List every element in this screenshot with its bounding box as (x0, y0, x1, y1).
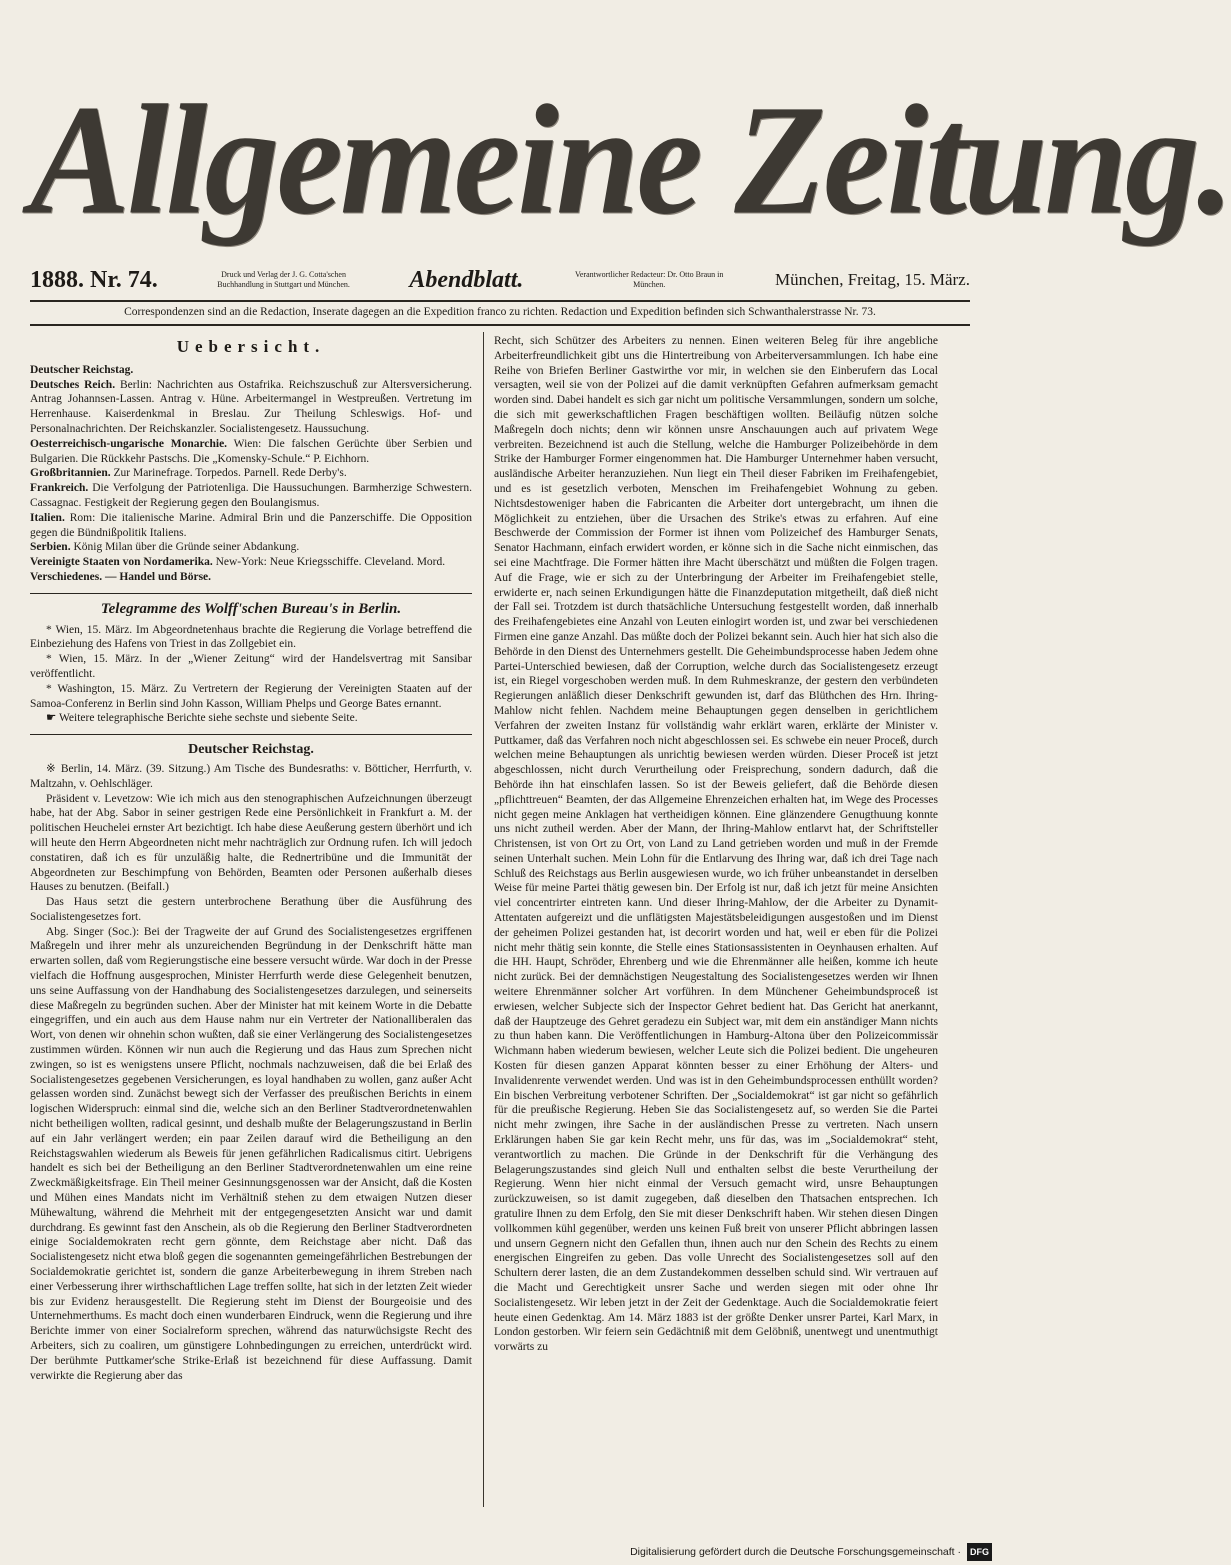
overview-item-head: Italien. (30, 511, 65, 524)
overview-heading: Uebersicht. (176, 337, 326, 356)
overview-item (30, 378, 472, 437)
dfg-logo: DFG (967, 1543, 992, 1561)
reichstag-body (30, 762, 472, 1383)
overview-item-text: Wien: Die falschen Gerüchte über Serbien und Bulgarien. Die Rückkehr Pastschs. Die „Komensky-Schule.“ P. Eichhorn. (30, 437, 473, 465)
overview-item (30, 466, 472, 481)
editor-imprint: Verantwortlicher Redacteur: Dr. Otto Braun in München. (574, 270, 724, 289)
overview-item (30, 437, 472, 467)
overview-item (30, 363, 472, 378)
telegram-item: ☛ Weitere telegraphische Berichte siehe sechste und siebente Seite. (46, 712, 358, 725)
left-column (30, 334, 472, 1494)
overview-item-text: Die Verfolgung der Patriotenliga. Die Haussuchungen. Barmherzige Schwestern. Cassagnac. Festigkeit der Regierung gegen den Boulangismus. (30, 482, 473, 509)
reichstag-paragraph: Abg. Singer (Soc.): Bei der Tragweite der auf Grund des Socialistengesetzes ergriffenen Maßregeln und ihrer mehr als unzureichenden Begründung in der Denkschrift hätte man erwarten sollen, daß vom Regierungstische eine bessere versucht würde. War doch in der Presse vielfach die Hoffnung ausgesprochen, Minister Herrfurth werde diese Gelegenheit benutzen, uns seine Auffassung von der Handhabung des Socialistengesetzes darzulegen, und seinerseits diese Maßregeln zu begründen suchen. Aber der Minister hat mit keinem Worte in die Debatte eingegriffen, und ein auch aus dem Hause nahm nur ein Vertreter der Nationalliberalen das Wort, von denen wir ohnehin schon wußten, daß sie einer Verlängerung des Socialistengesetzes zustimmen würden. Können wir nun auch die Regierung und das Haus zum Sprechen nicht zwingen, so ist es wenigstens unsere Pflicht, nochmals nachzuweisen, daß die bei Erlaß des Socialistengesetzes gegebenen Versicherungen, es loyal handhaben zu wollen, ganz außer Acht gelassen worden sind. Zunächst bewegt sich der Verfasser des preußischen Berichts in einem logischen Widerspruch: einmal sind die, welche sich an den Berliner Stadtverordnetenwahlen nicht betheiligen wollten, radical gesinnt, und deshalb mußte der Belagerungszustand in Berlin auf ein Jahr verlängert werden; ein paar Zeilen darauf wird die Betheiligung an den Reichstagswahlen wiederum als Beweis für jenen gefährlichen Radicalismus citirt. Uebrigens handelt es sich bei der Betheiligung an den Berliner Stadtverordnetenwahlen um eine reine Zweckmäßigkeitsfrage. Ein Theil meiner Gesinnungsgenossen war der Ansicht, daß die Kosten und Mühen eines Mandats nicht im Verhältniß stehen zu dem etwaigen Nutzen dieser Mühewaltung, während die Mehrheit mit der entgegengesetzten Ansicht war und damit durchdrang. Es gewinnt fast den Anschein, als ob die Regierung den Berliner Stadtverordneten einige Socialdemokraten recht gern gönnte, dem Reichstage aber nicht. Daß das Socialistengesetz nicht etwa bloß gegen die sogenannten gemeingefährlichen Bestrebungen der Socialdemokratie gerichtet ist, sondern die ganze Arbeiterbewegung in ihrem Streben nach einer Verbesserung ihrer wirthschaftlichen Lage treffen sollte, hat sich in der letzten Zeit wieder bis zur Evidenz herausgestellt. Die Regierung steht im Dienst der Bourgeoisie und des Unternehmerthums. Es macht doch einen wunderbaren Eindruck, wenn die Regierung und ihre Berichte immer von einer Socialreform sprechen, während das naturwüchsigste Recht des Arbeiters, sich zu coaliren, um günstigere Lohnbedingungen zu erreichen, unterdrückt wird. Der berühmte Puttkamer'sche Strike-Erlaß ist bezeichnend für diese Auffassung. Damit verwirkte die Regierung aber das (30, 925, 472, 1382)
telegram-list (30, 623, 472, 727)
overview-item-head: Vereinigte Staaten von Nordamerika. (30, 556, 213, 569)
overview-item (30, 555, 472, 570)
top-rule (30, 300, 970, 302)
reichstag-paragraph: Präsident v. Levetzow: Wie ich mich aus den stenographischen Aufzeichnungen überzeugt habe, hat der Abg. Sabor in seiner gestrigen Rede eine Persönlichkeit in Frankfurt a. M. der politischen Heuchelei ernster Art bezichtigt. Ich habe diese Aeußerung gestern überhört und ich will heute den Herrn Abgeordneten nicht mehr nachträglich zur Ordnung rufen. Ich will jedoch constatiren, daß ich es für unzuläßig halte, die Rednertribüne und die Immunität der Abgeordneten zur Beschimpfung von Behörden, Beamten oder Personen außerhalb dieses Hauses zu benutzen. (Beifall.) (30, 792, 472, 894)
overview-item-head: Oesterreichisch-ungarische Monarchie. (30, 437, 228, 450)
overview-item-text: König Milan über die Gründe seiner Abdankung. (73, 541, 300, 554)
issue-number: 1888. Nr. 74. (30, 266, 158, 293)
overview-item-text: Rom: Die italienische Marine. Admiral Brin und die Panzerschiffe. Die Opposition gegen die Bündnißpolitik Italiens. (30, 511, 473, 539)
overview-item-head: Deutsches Reich. (30, 378, 116, 391)
telegram-item: * Washington, 15. März. Zu Vertretern der Regierung der Vereinigten Staaten auf der Samoa-Conferenz in Berlin sind John Kasson, William Phelps und George Bates ernannt. (30, 682, 472, 710)
place-date: München, Freitag, 15. März. (774, 270, 970, 289)
overview-item-head: Großbritannien. (30, 467, 111, 480)
overview-item-head: Deutscher Reichstag. (30, 363, 134, 376)
overview-item-text: Zur Marinefrage. Torpedos. Parnell. Rede Derby's. (113, 467, 347, 480)
digitization-footer (630, 1544, 992, 1560)
correspondence-notice: Correspondenzen sind an die Redaction, Inserate dagegen an die Expedition franco zu richten. Redaction und Expedition befinden sich Schwanthalerstrasse Nr. 73. (124, 306, 876, 318)
overview-item (30, 511, 472, 541)
section-separator (30, 734, 472, 735)
reichstag-paragraph: ※ Berlin, 14. März. (39. Sitzung.) Am Tische des Bundesraths: v. Bötticher, Herrfurth, v. Maltzahn, v. Oehlschläger. (30, 762, 472, 790)
telegram-item: * Wien, 15. März. Im Abgeordnetenhaus brachte die Regierung die Vorlage betreffend die Einbeziehung des Hafens von Triest in das Zollgebiet ein. (30, 623, 472, 651)
column-divider (483, 332, 484, 1507)
reichstag-heading: Deutscher Reichstag. (188, 742, 314, 758)
reichstag-paragraph: Das Haus setzt die gestern unterbrochene Berathung über die Ausführung des Socialistengesetzes fort. (30, 896, 472, 923)
overview-item (30, 481, 472, 511)
footer-text: Digitalisierung gefördert durch die Deutsche Forschungsgemeinschaft · (630, 1546, 961, 1558)
overview-item-text: Berlin: Nachrichten aus Ostafrika. Reichszuschuß zur Altersversicherung. Antrag Johannsen-Lassen. Antrag v. Hüne. Arbeitermangel in Westpreußen. Vertretung im Herrenhause. Kaiserdenkmal in Breslau. Zur Theilung Schleswigs. Hof- und Personalnachrichten. Der Reichskanzler. Socialistengesetz. Haussuchung. (30, 378, 473, 435)
notice-rule (30, 324, 970, 326)
edition-label: Abendblatt. (409, 266, 524, 293)
dateline (30, 262, 970, 298)
masthead-title: Allgemeine Zeitung. (30, 72, 1231, 248)
article-paragraph: Recht, sich Schützer des Arbeiters zu nennen. Einen weiteren Beleg für ihre angebliche Arbeiterfreundlichkeit gibt uns die Hintertreibung von Arbeiterversammlungen. Ich habe eine Reihe von Briefen Berliner Gastwirthe vor mir, in welchen sie den Einberufern das Local versagten, weil sie von der Polizei auf die damit verknüpften Gefahren aufmerksam gemacht worden sind. Dabei handelt es sich gar nicht um politische Versammlungen, sondern um solche, die sich mit gewerkschaftlichen Fragen beschäftigen wollten. Beiläufig nützen solche Maßregeln doch nichts; denn wir können unsre Anschauungen auch auf privatem Wege verbreiten. Bezeichnend ist auch die Stellung, welche die Hamburger Polizeibehörde in dem Strike der Hamburger Former eingenommen hat. Die Hamburger Unternehmer haben versucht, ausländische Arbeiter heranzuziehen. Nun liegt ein Theil dieser Fabriken im Freihafengebiet, und es ist gesetzlich verboten, Menschen im Freihafengebiet Wohnung zu geben. Nichtsdestoweniger haben die Fabricanten die Arbeiter dort untergebracht, um ihnen die Möglichkeit zu entziehen, über die Ursachen des Strike's etwas zu erfahren. Auf eine Beschwerde der Commission der Former ist ihnen vom Polizeichef des Hamburger Senats, Senator Hachmann, einfach erwidert worden, er könne sich in die Sache nicht einmischen, das sei eine Machtfrage. Die Former hätten ihre Macht überschätzt und müßten die Folgen tragen. Auf die Frage, wie er sich zu der Unterbringung der Arbeiter im Freihafengebiet stelle, erwiderte er, nach seinen Erkundigungen hätte die Finanzdeputation mitgetheilt, daß dieß nicht der Fall sei. Trotzdem ist durch thatsächliche Untersuchung festgestellt worden, daß innerhalb des Freihafengebietes eine Anzahl von Leuten einlogirt worden ist, und zwar bei verschiedenen Firmen eine ganze Anzahl. Das müßte doch der Polizei bekannt sein. Auch hier hat sich also die Behörde in den Dienst des Unternehmers gestellt. Die Geheimbundsprocesse haben Jedem ohne Partei-Unterschied bewiesen, daß der Corruption, welche durch das Socialistengesetz erzeugt ist, ein Riegel vorgeschoben werden muß. In dem Ruhmeskranze, der gestern den verbündeten Regierungen anläßlich dieser Denkschrift gewunden ist, darf das Blüthchen des Hrn. Ihring-Mahlow nicht fehlen. Nachdem meine Behauptungen gegen denselben in gerichtlichem Verfahren der zweiten Instanz für vollständig wahr erklärt waren, erklärte der Minister v. Puttkamer, daß das Verfahren noch nicht abgeschlossen sei. Es schwebe ein neuer Proceß, durch welchen meine Behauptungen als unrichtig bewiesen werden würden. Dieser Proceß ist jetzt abgeschlossen, nicht durch Verurtheilung oder Freisprechung, sondern dadurch, daß die Behörde ihn hat einschlafen lassen. So ist der Beweis geliefert, daß die Behörde diesen „pflichttreuen“ Beamten, der das Allgemeine Ehrenzeichen erhalten hat, im Wege des Processes nicht gegen meine Anklagen hat vertheidigen können. Eine glänzendere Genugthuung konnte uns nicht zutheil werden. Aber der Mann, der Ihring-Mahlow entlarvt hat, der Schriftsteller Christensen, ist von Ort zu Ort, von Land zu Land getrieben worden und muß in der Fremde seinen Unterhalt suchen. Mein Lohn für die Entlarvung des Ihring war, daß ich drei Tage nach Schluß des Reichstags aus Berlin ausgewiesen wurde, wo ich früher unbeanstandet in derselben Weise für meine Partei thätig gewesen bin. Der Erfolg ist nur, daß ich jetzt für meine Ansichten viel concentrirter eintreten kann. Und dieser Ihring-Mahlow, der die Arbeiter zu Dynamit-Attentaten aufgereizt und die unflätigsten Majestätsbeleidigungen ausgestoßen und im Dienst der geheimen Polizei gestanden hat, ist decorirt worden und hat, weil er eben für die Polizei nicht mehr thätig sein konnte, die Stelle eines Stationsassistenten in Oeynhausen erhalten. Auf die HH. Haupt, Schröder, Ehrenberg und wie die Ehrenmänner alle heißen, komme ich heute nicht zurück. Bei der demnächstigen Neugestaltung des Socialistengesetzes werden wir Ihnen weitere Ehrenmänner solcher Art vorführen. In dem Münchener Geheimbundsproceß ist erwiesen, welcher Subjecte sich der Inspector Gehret bedient hat. Das Gericht hat anerkannt, daß der Hauptzeuge des Gehret geradezu ein Subject war, mit dem ein anständiger Mann nichts zu thun haben kann. Die Veröffentlichungen in Hamburg-Altona über den Polizeicommissär Wichmann haben wiederum bewiesen, welcher Leute sich die Polizei bedient. Die ungeheuren Kosten für diesen ganzen Apparat könnten besser zu einer Erhöhung der Alters- und Invalidenrente verwendet werden. Und was ist in den Geheimbundsprocessen enthüllt worden? Ein bischen Verbreitung verbotener Schriften. Der „Socialdemokrat“ ist gar nicht so gefährlich für die preußische Regierung. Heben Sie das Socialistengesetz auf, so werden Sie die Partei nicht mehr zwingen, ihre Sache in der ausländischen Presse zu vertreten. Nach unsern Erklärungen haben Sie gar kein Recht mehr, uns für das, was im „Socialdemokrat“ steht, verantwortlich zu machen. Die Gründe in der Denkschrift für die Verhängung des Belagerungszustandes sind gleich Null und enthalten selbst die beste Verurtheilung der Regierung. Wenn hier nicht einmal der Versuch gemacht wird, unsre Behauptungen zurückzuweisen, so ist damit zugegeben, daß dieselben den Thatsachen entsprechen. Ich gratulire Ihnen zu dem Erfolg, den Sie mit dieser Denkschrift haben. Wir stehen diesen Dingen vollkommen kühl gegenüber, werden uns keinen Fuß breit von unserer Pflicht abbringen lassen und unsern Gegnern nicht den Gefallen thun, ihnen auch nur den Schein des Rechts zu einem energischen Eingreifen zu geben. Das volle Unrecht des Socialistengesetzes soll auf den Schultern derer lasten, die an dem Zustandekommen desselben schuld sind. Wir vertrauen auf die Macht und Gerechtigkeit unsrer Sache und werden siegen mit oder ohne Ihr Socialistengesetz. Wir leben jetzt in der Zeit der Gedenktage. Auch die Socialdemokratie feiert heute einen Gedenktag. Am 14. März 1883 ist der größte Denker unsrer Partei, Karl Marx, in London gestorben. Wir feiern sein Gedächtniß mit dem Gelöbniß, unentwegt und unentmuthigt vorwärts zu (494, 335, 938, 1354)
telegram-item: * Wien, 15. März. In der „Wiener Zeitung“ wird der Handelsvertrag mit Sansibar veröffentlicht. (30, 653, 472, 680)
right-column-body (494, 334, 938, 1355)
printer-imprint: Druck und Verlag der J. G. Cotta'schen Buchhandlung in Stuttgart und München. (217, 270, 350, 289)
overview-item-text: New-York: Neue Kriegsschiffe. Cleveland. Mord. (215, 556, 446, 569)
overview-item-head: Verschiedenes. — Handel und Börse. (30, 570, 212, 583)
telegrams-heading: Telegramme des Wolff'schen Bureau's in Berlin. (100, 600, 402, 617)
overview-item-head: Frankreich. (30, 482, 89, 495)
section-separator (30, 593, 472, 594)
overview-item (30, 570, 472, 585)
overview-list (30, 363, 472, 585)
overview-item (30, 540, 472, 555)
overview-item-head: Serbien. (30, 541, 71, 554)
right-column (494, 334, 938, 1494)
